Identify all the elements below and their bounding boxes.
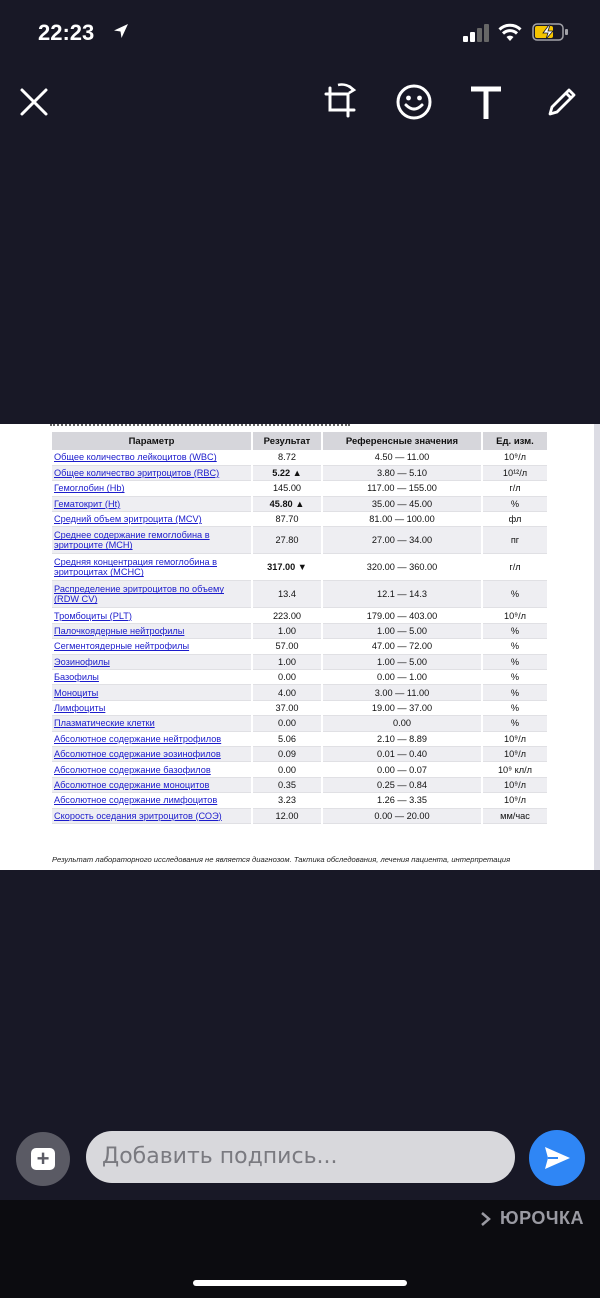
location-arrow-icon xyxy=(113,23,129,39)
unit: 10¹²/л xyxy=(482,465,548,480)
result-value: 27.80 xyxy=(252,527,322,554)
cropped-edge xyxy=(50,424,350,428)
table-row xyxy=(52,450,548,465)
result-value: 4.00 xyxy=(252,685,322,700)
ref-range: 35.00 — 45.00 xyxy=(322,496,482,511)
chevron-right-icon xyxy=(480,1211,492,1227)
signal-icon xyxy=(463,24,491,42)
lab-results-table xyxy=(52,432,548,824)
ref-range: 3.00 — 11.00 xyxy=(322,685,482,700)
unit: г/л xyxy=(482,554,548,581)
table-row xyxy=(52,731,548,746)
unit: % xyxy=(482,670,548,685)
result-value: 0.00 xyxy=(252,762,322,777)
caption-bar xyxy=(0,1128,600,1188)
unit: г/л xyxy=(482,481,548,496)
smiley-icon xyxy=(395,83,433,121)
text-icon xyxy=(471,85,501,119)
ref-range: 12.1 — 14.3 xyxy=(322,581,482,608)
table-row xyxy=(52,654,548,669)
result-value: 0.35 xyxy=(252,777,322,792)
caption-input[interactable]: Добавить подпись... xyxy=(86,1131,515,1183)
result-value: 45.80 ▲ xyxy=(252,496,322,511)
result-value: 1.00 xyxy=(252,654,322,669)
param-name: Скорость оседания эритроцитов (СОЭ) xyxy=(52,808,252,823)
table-row xyxy=(52,512,548,527)
recipient-bar xyxy=(0,1200,600,1298)
lab-footnote: Результат лабораторного исследования не является диагнозом. Тактика обследования, лечения пациента, интерпретация xyxy=(52,855,511,864)
table-row xyxy=(52,527,548,554)
unit: 10⁹/л xyxy=(482,777,548,792)
unit: % xyxy=(482,700,548,715)
param-name: Абсолютное содержание моноцитов xyxy=(52,777,252,792)
ref-range: 81.00 — 100.00 xyxy=(322,512,482,527)
table-row xyxy=(52,496,548,511)
crop-rotate-button[interactable] xyxy=(318,80,362,124)
ref-range: 47.00 — 72.00 xyxy=(322,639,482,654)
unit: % xyxy=(482,623,548,638)
result-value: 3.23 xyxy=(252,793,322,808)
result-value: 12.00 xyxy=(252,808,322,823)
param-name: Средняя концентрация гемоглобина в эритроцитах (MCHC) xyxy=(52,554,252,581)
header-ref: Референсные значения xyxy=(322,432,482,450)
param-name: Общее количество эритроцитов (RBC) xyxy=(52,465,252,480)
unit: 10⁹/л xyxy=(482,731,548,746)
result-value: 317.00 ▼ xyxy=(252,554,322,581)
close-icon xyxy=(19,87,49,117)
scan-edge xyxy=(594,424,600,870)
draw-button[interactable] xyxy=(540,80,584,124)
unit: 10⁹ кл/л xyxy=(482,762,548,777)
ref-range: 1.26 — 3.35 xyxy=(322,793,482,808)
result-value: 0.00 xyxy=(252,716,322,731)
unit: 10⁹/л xyxy=(482,793,548,808)
home-indicator[interactable] xyxy=(193,1280,407,1286)
table-row xyxy=(52,481,548,496)
status-bar xyxy=(0,0,600,64)
param-name: Абсолютное содержание нейтрофилов xyxy=(52,731,252,746)
ref-range: 27.00 — 34.00 xyxy=(322,527,482,554)
unit: 10⁹/л xyxy=(482,450,548,465)
send-button[interactable] xyxy=(529,1130,585,1186)
table-row xyxy=(52,700,548,715)
result-value: 13.4 xyxy=(252,581,322,608)
unit: % xyxy=(482,496,548,511)
table-row xyxy=(52,670,548,685)
unit: % xyxy=(482,639,548,654)
table-row xyxy=(52,746,548,761)
recipient-name: ЮРОЧКА xyxy=(500,1208,584,1228)
param-name: Абсолютное содержание эозинофилов xyxy=(52,746,252,761)
table-row xyxy=(52,777,548,792)
table-row xyxy=(52,581,548,608)
unit: % xyxy=(482,716,548,731)
param-name: Плазматические клетки xyxy=(52,716,252,731)
send-icon xyxy=(542,1143,572,1173)
table-row xyxy=(52,554,548,581)
attached-photo[interactable] xyxy=(0,424,600,870)
table-row xyxy=(52,685,548,700)
ref-range: 0.00 — 0.07 xyxy=(322,762,482,777)
result-value: 145.00 xyxy=(252,481,322,496)
table-row xyxy=(52,762,548,777)
ref-range: 19.00 — 37.00 xyxy=(322,700,482,715)
crop-rotate-icon xyxy=(320,82,360,122)
param-name: Эозинофилы xyxy=(52,654,252,669)
editor-toolbar xyxy=(0,72,600,132)
table-row xyxy=(52,608,548,623)
result-value: 87.70 xyxy=(252,512,322,527)
param-name: Распределение эритроцитов по объему (RDW CV) xyxy=(52,581,252,608)
add-media-button[interactable] xyxy=(16,1132,70,1186)
ref-range: 3.80 — 5.10 xyxy=(322,465,482,480)
param-name: Среднее содержание гемоглобина в эритроците (MCH) xyxy=(52,527,252,554)
ref-range: 4.50 — 11.00 xyxy=(322,450,482,465)
param-name: Тромбоциты (PLT) xyxy=(52,608,252,623)
table-row xyxy=(52,716,548,731)
result-value: 5.22 ▲ xyxy=(252,465,322,480)
table-row xyxy=(52,623,548,638)
header-param: Параметр xyxy=(52,432,252,450)
result-value: 0.09 xyxy=(252,746,322,761)
result-value: 1.00 xyxy=(252,623,322,638)
result-value: 8.72 xyxy=(252,450,322,465)
param-name: Абсолютное содержание лимфоцитов xyxy=(52,793,252,808)
unit: % xyxy=(482,654,548,669)
status-time: 22:23 xyxy=(38,20,95,45)
ref-range: 2.10 — 8.89 xyxy=(322,731,482,746)
unit: 10⁹/л xyxy=(482,608,548,623)
wifi-icon xyxy=(498,22,522,42)
unit: 10⁹/л xyxy=(482,746,548,761)
result-value: 57.00 xyxy=(252,639,322,654)
param-name: Гематокрит (Ht) xyxy=(52,496,252,511)
table-header xyxy=(52,432,548,450)
result-value: 0.00 xyxy=(252,670,322,685)
param-name: Гемоглобин (Hb) xyxy=(52,481,252,496)
ref-range: 0.00 — 20.00 xyxy=(322,808,482,823)
unit: фл xyxy=(482,512,548,527)
ref-range: 1.00 — 5.00 xyxy=(322,623,482,638)
ref-range: 0.00 xyxy=(322,716,482,731)
table-row xyxy=(52,793,548,808)
unit: мм/час xyxy=(482,808,548,823)
ref-range: 0.25 — 0.84 xyxy=(322,777,482,792)
param-name: Средний объем эритроцита (MCV) xyxy=(52,512,252,527)
table-row xyxy=(52,639,548,654)
param-name: Общее количество лейкоцитов (WBC) xyxy=(52,450,252,465)
unit: % xyxy=(482,685,548,700)
table-row xyxy=(52,808,548,823)
param-name: Абсолютное содержание базофилов xyxy=(52,762,252,777)
header-unit: Ед. изм. xyxy=(482,432,548,450)
text-tool-button[interactable] xyxy=(464,80,508,124)
ref-range: 179.00 — 403.00 xyxy=(322,608,482,623)
ref-range: 117.00 — 155.00 xyxy=(322,481,482,496)
param-name: Моноциты xyxy=(52,685,252,700)
ref-range: 0.00 — 1.00 xyxy=(322,670,482,685)
unit: % xyxy=(482,581,548,608)
add-photo-icon: + xyxy=(31,1148,55,1170)
ref-range: 320.00 — 360.00 xyxy=(322,554,482,581)
result-value: 223.00 xyxy=(252,608,322,623)
close-button[interactable] xyxy=(12,80,56,124)
pencil-icon xyxy=(545,85,579,119)
param-name: Сегментоядерные нейтрофилы xyxy=(52,639,252,654)
table-row xyxy=(52,465,548,480)
param-name: Палочкоядерные нейтрофилы xyxy=(52,623,252,638)
battery-charging-icon xyxy=(532,22,570,42)
result-value: 5.06 xyxy=(252,731,322,746)
sticker-button[interactable] xyxy=(392,80,436,124)
result-value: 37.00 xyxy=(252,700,322,715)
unit: пг xyxy=(482,527,548,554)
ref-range: 1.00 — 5.00 xyxy=(322,654,482,669)
param-name: Базофилы xyxy=(52,670,252,685)
param-name: Лимфоциты xyxy=(52,700,252,715)
header-result: Результат xyxy=(252,432,322,450)
recipient-chip[interactable] xyxy=(480,1208,584,1229)
ref-range: 0.01 — 0.40 xyxy=(322,746,482,761)
